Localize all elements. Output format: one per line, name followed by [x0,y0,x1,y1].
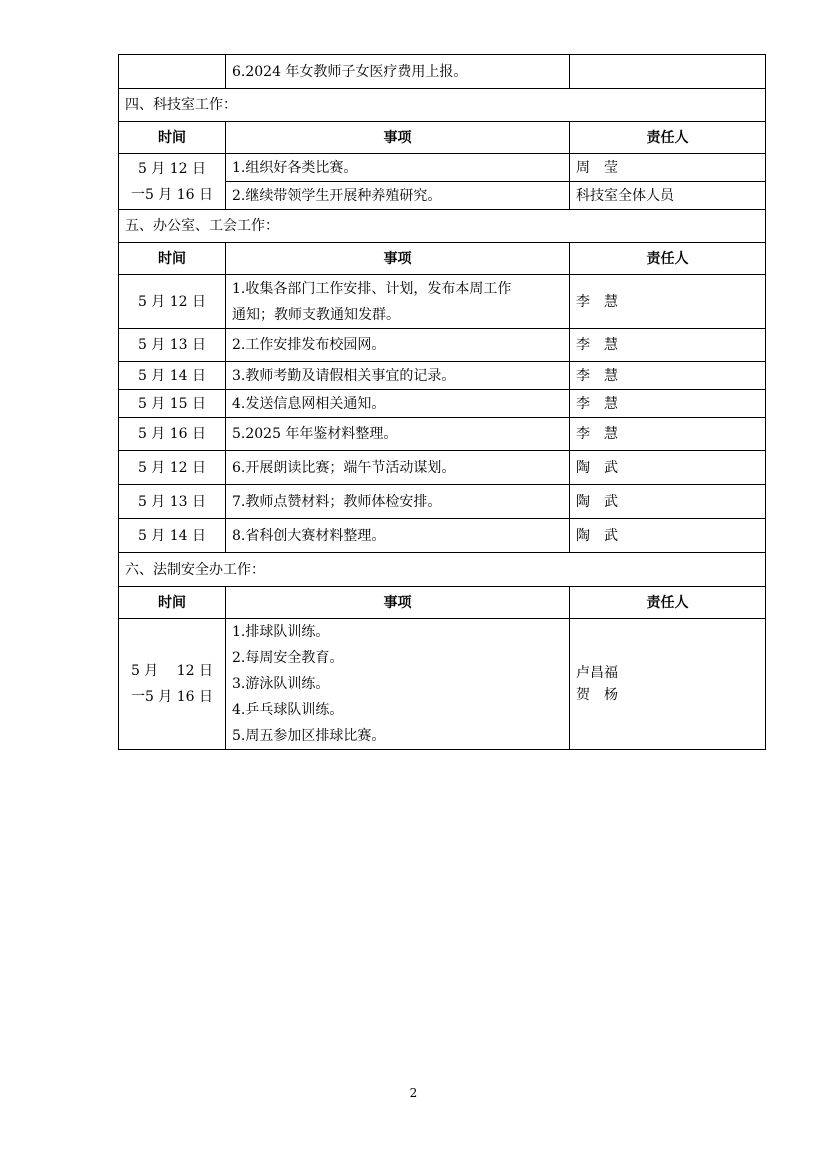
table-row [119,154,766,182]
table-row [119,390,766,418]
time-cell: 5 月 13 日 [119,329,226,362]
header-time: 时间 [119,243,226,275]
table-row [119,619,766,750]
responsible-person: 科技室全体人员 [570,182,766,210]
header-row [119,122,766,154]
time-cell: 5 月 15 日 [119,390,226,418]
section-title-row [119,553,766,587]
table-row [119,329,766,362]
time-cell: 5 月 16 日 [119,418,226,451]
time-cell: 5 月 12 日 一5 月 16 日 [119,154,226,210]
task-item: 2.工作安排发布校园网。 [226,329,570,362]
table-row [119,275,766,329]
task-item: 8.省科创大赛材料整理。 [226,519,570,553]
responsible-persons: 卢昌福 贺 杨 [570,619,766,750]
task-item: 7.教师点赞材料；教师体检安排。 [226,485,570,519]
list-item: 4.乒乓球队训练。 [232,702,344,718]
responsible-person: 陶 武 [570,485,766,519]
list-item: 5.周五参加区排球比赛。 [232,728,386,744]
table-row [119,519,766,553]
responsible-person: 周 莹 [570,154,766,182]
responsible-person: 李 慧 [570,329,766,362]
page-number: 2 [409,1086,418,1100]
header-time: 时间 [119,122,226,154]
task-item: 1.收集各部门工作安排、计划，发布本周工作 通知；教师支教通知发群。 [226,275,570,329]
header-item: 事项 [226,587,570,619]
header-row [119,587,766,619]
section-title-row [119,89,766,122]
task-item: 5.2025 年年鉴材料整理。 [226,418,570,451]
task-item: 6.2024 年女教师子女医疗费用上报。 [226,55,570,89]
table-row [119,418,766,451]
section-title: 六、法制安全办工作： [119,553,766,587]
task-item: 2.继续带领学生开展种养殖研究。 [226,182,570,210]
responsible-person: 李 慧 [570,275,766,329]
responsible-person: 李 慧 [570,390,766,418]
header-person: 责任人 [570,243,766,275]
header-time: 时间 [119,587,226,619]
header-item: 事项 [226,243,570,275]
table-row [119,451,766,485]
work-schedule-table [118,54,766,750]
table-row [119,485,766,519]
task-item: 6.开展朗读比赛；端午节活动谋划。 [226,451,570,485]
task-list [226,619,570,750]
time-cell: 5 月 12 日 [119,275,226,329]
table-row [119,55,766,89]
time-cell: 5 月 14 日 [119,362,226,390]
list-item: 1.排球队训练。 [232,624,330,640]
responsible-person: 李 慧 [570,418,766,451]
responsible-person: 陶 武 [570,519,766,553]
list-item: 3.游泳队训练。 [232,676,330,692]
header-person: 责任人 [570,122,766,154]
header-item: 事项 [226,122,570,154]
task-item: 1.组织好各类比赛。 [226,154,570,182]
header-person: 责任人 [570,587,766,619]
section-title: 四、科技室工作： [119,89,766,122]
responsible-person: 陶 武 [570,451,766,485]
time-cell: 5 月 12 日 [119,451,226,485]
header-row [119,243,766,275]
section-title: 五、办公室、工会工作： [119,210,766,243]
table-row [119,362,766,390]
section-title-row [119,210,766,243]
time-cell: 5 月 14 日 [119,519,226,553]
time-cell: 5 月 12 日 一5 月 16 日 [119,619,226,750]
task-item: 4.发送信息网相关通知。 [226,390,570,418]
list-item: 2.每周安全教育。 [232,650,344,666]
responsible-person: 李 慧 [570,362,766,390]
time-cell: 5 月 13 日 [119,485,226,519]
task-item: 3.教师考勤及请假相关事宜的记录。 [226,362,570,390]
